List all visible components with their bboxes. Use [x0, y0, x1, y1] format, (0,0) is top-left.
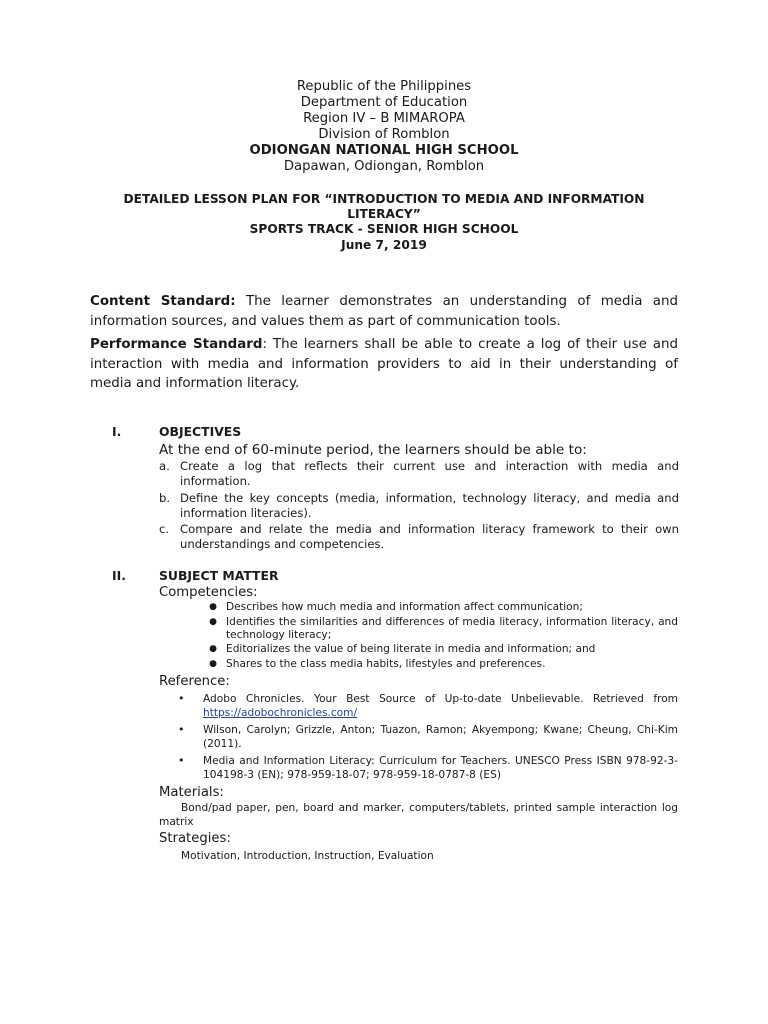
bullet-icon: ●	[209, 616, 217, 627]
reference-link[interactable]: https://adobochronicles.com/	[203, 707, 358, 719]
document-header	[0, 79, 768, 175]
objective-item	[159, 522, 679, 553]
reference-item	[178, 692, 678, 720]
reference-text: Media and Information Literacy: Curriculum for Teachers. UNESCO Press ISBN 978-92-3-104198-3 (EN); 978-959-18-07; 978-959-18-0787-8 (ES)	[203, 755, 678, 781]
header-republic: Republic of the Philippines	[296, 79, 472, 94]
performance-standard-label: Performance Standard	[90, 337, 263, 352]
competency-text: Shares to the class media habits, lifestyles and preferences.	[226, 658, 546, 671]
content-standard-label: Content Standard:	[90, 294, 236, 309]
reference-text	[203, 692, 678, 720]
objective-marker: a.	[159, 459, 170, 473]
title-line-1: DETAILED LESSON PLAN FOR “INTRODUCTION TO MEDIA AND INFORMATION	[123, 192, 645, 206]
competency-text: Editorializes the value of being literate in media and information; and	[226, 643, 596, 656]
objectives-number: I.	[112, 424, 122, 439]
reference-label: Reference:	[159, 674, 230, 689]
objectives-list	[159, 459, 679, 554]
objective-text: Compare and relate the media and information literacy framework to their own understandings and competencies.	[180, 522, 679, 552]
competency-item	[200, 658, 678, 671]
header-school-address: Dapawan, Odiongan, Romblon	[283, 159, 485, 174]
objectives-heading: OBJECTIVES	[159, 424, 242, 439]
title-date: June 7, 2019	[341, 237, 427, 252]
lesson-plan-title	[90, 192, 678, 253]
bullet-icon: •	[178, 723, 185, 736]
objective-marker: c.	[159, 522, 170, 537]
subject-matter-heading: SUBJECT MATTER	[159, 568, 279, 583]
materials-label: Materials:	[159, 785, 224, 800]
performance-standard-text: : The learners shall be able to create a log of their use and interaction with media and information providers to aid in their understanding of media and information literacy.	[90, 337, 678, 391]
reference-citation: Adobo Chronicles. Your Best Source of Up-to-date Unbelievable. Retrieved from	[203, 693, 678, 705]
content-standard	[90, 292, 678, 331]
objective-text: Create a log that reflects their current use and interaction with media and information.	[180, 459, 679, 489]
header-school-name: ODIONGAN NATIONAL HIGH SCHOOL	[249, 143, 519, 158]
reference-item	[178, 754, 678, 782]
reference-text: Wilson, Carolyn; Grizzle, Anton; Tuazon, Ramon; Akyempong; Kwane; Cheung, Chi-Kim (2011).	[203, 724, 678, 750]
bullet-icon: ●	[209, 659, 217, 670]
competency-item	[200, 643, 678, 656]
strategies-text: Motivation, Introduction, Instruction, Evaluation	[181, 850, 434, 862]
bullet-icon: •	[178, 692, 185, 705]
subject-matter-number: II.	[112, 568, 126, 583]
objective-item	[159, 459, 679, 490]
bullet-icon: ●	[209, 644, 217, 655]
title-line-2: LITERACY”	[347, 207, 421, 222]
competency-item	[200, 601, 678, 614]
header-region: Region IV – B MIMAROPA	[303, 111, 465, 126]
bullet-icon: ●	[209, 602, 217, 612]
competency-text: Describes how much media and information affect communication;	[226, 601, 583, 613]
competency-text: Identifies the similarities and differences of media literacy, information literacy, and technology literacy;	[226, 615, 678, 641]
objective-text: Define the key concepts (media, information, technology literacy, and media and information literacies).	[180, 490, 679, 520]
objective-marker: b.	[159, 490, 171, 505]
competencies-list	[200, 601, 678, 673]
objectives-lead: At the end of 60-minute period, the learners should be able to:	[159, 442, 587, 458]
competency-item	[200, 616, 678, 643]
bullet-icon: •	[178, 754, 185, 767]
header-division: Division of Romblon	[318, 127, 450, 142]
content-standard-text: The learner demonstrates an understanding of media and information sources, and values them as part of communication tools.	[90, 294, 678, 329]
materials-text: Bond/pad paper, pen, board and marker, computers/tablets, printed sample interaction log matrix	[159, 802, 678, 828]
reference-item	[178, 723, 678, 751]
title-track: SPORTS TRACK - SENIOR HIGH SCHOOL	[249, 222, 519, 237]
objective-item	[159, 491, 679, 522]
performance-standard	[90, 335, 678, 394]
reference-list	[178, 692, 678, 785]
header-department: Department of Education	[300, 95, 468, 110]
strategies-label: Strategies:	[159, 831, 231, 846]
competencies-label: Competencies:	[159, 585, 258, 600]
